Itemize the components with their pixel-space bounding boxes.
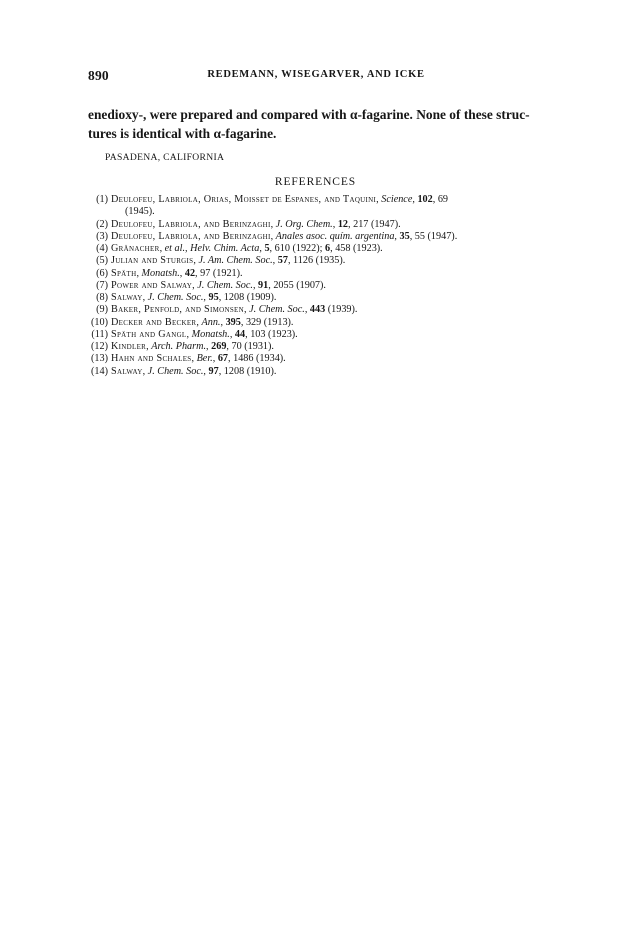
reference-separator: ,	[259, 243, 265, 254]
reference-number: (8)	[96, 292, 108, 303]
reference-volume: 35	[399, 230, 410, 242]
reference-number: (9)	[96, 304, 108, 316]
reference-number: (4)	[96, 243, 108, 254]
reference-separator: ,	[220, 316, 226, 328]
reference-volume: 12	[337, 218, 349, 230]
reference-separator: ,	[136, 267, 142, 279]
reference-journal: J. Org. Chem.	[275, 218, 333, 230]
reference-separator: ,	[159, 243, 165, 254]
reference-item	[88, 231, 548, 243]
reference-item	[88, 280, 548, 292]
reference-volume: 395	[225, 316, 241, 328]
body-line: tures is identical with α-fagarine.	[88, 126, 277, 141]
reference-item	[88, 366, 548, 378]
reference-item	[88, 341, 548, 353]
reference-authors: Decker and Becker	[111, 316, 197, 328]
reference-pages-year: , 97 (1921).	[195, 267, 243, 279]
reference-volume: 44	[234, 328, 246, 340]
reference-authors: Salway	[111, 292, 143, 303]
reference-text	[111, 304, 357, 315]
reference-authors: Späth and Gangl	[111, 328, 187, 340]
reference-separator: ,	[179, 267, 185, 279]
reference-separator: ,	[394, 230, 400, 242]
reference-number: (14)	[91, 365, 108, 377]
reference-separator: ,	[186, 328, 192, 340]
reference-text	[111, 268, 243, 279]
reference-text	[111, 231, 457, 242]
reference-separator: ,	[270, 230, 276, 242]
reference-journal: Ann.	[201, 316, 221, 328]
reference-continuation: (1945).	[125, 206, 155, 218]
reference-separator: ,	[142, 365, 148, 377]
reference-authors: Salway	[111, 365, 143, 377]
reference-pages-year: , 217 (1947).	[348, 218, 401, 230]
reference-number: (6)	[96, 267, 108, 279]
reference-pages-year: , 458 (1923).	[330, 243, 383, 254]
reference-pages-year: , 1486 (1934).	[228, 353, 286, 365]
reference-item	[88, 329, 548, 341]
reference-pages-year: , 55 (1947).	[409, 230, 458, 242]
reference-text	[111, 219, 401, 230]
reference-pages-year: (1939).	[325, 304, 358, 316]
reference-pages-year: , 329 (1913).	[240, 316, 294, 328]
reference-text	[111, 341, 274, 352]
author-location: PASADENA, CALIFORNIA	[105, 152, 225, 163]
reference-separator: ,	[412, 194, 418, 205]
reference-number: (13)	[91, 353, 108, 365]
references-heading: REFERENCES	[274, 176, 357, 188]
reference-volume: 102	[417, 194, 433, 205]
reference-pages-year: , 2055 (1907).	[268, 279, 326, 291]
reference-volume: 91	[258, 279, 269, 291]
reference-authors: Baker, Penfold, and Simonsen	[111, 304, 244, 316]
reference-authors: Deulofeu, Labriola, and Berinzaghi	[111, 218, 271, 230]
reference-separator: ,	[203, 292, 209, 303]
reference-text	[111, 280, 326, 291]
reference-pages-year: , 69	[432, 194, 449, 205]
reference-separator: ,	[193, 255, 199, 267]
reference-separator: ,	[332, 218, 338, 230]
reference-item	[88, 292, 548, 304]
reference-number: (7)	[96, 279, 108, 291]
reference-number: (1)	[96, 194, 108, 205]
reference-separator: ,	[272, 255, 278, 267]
body-line: enedioxy-, were prepared and compared with α-fagarine. None of these struc-	[88, 107, 530, 122]
reference-pages-year: , 1126 (1935).	[287, 255, 346, 267]
reference-number: (11)	[91, 328, 108, 340]
reference-journal: Monatsh.	[191, 328, 230, 340]
reference-text	[111, 292, 276, 303]
reference-separator: ,	[191, 353, 197, 365]
reference-text	[111, 243, 383, 254]
reference-journal: J. Am. Chem. Soc.	[198, 255, 273, 267]
reference-journal: J. Chem. Soc.	[197, 279, 253, 291]
reference-number: (3)	[96, 230, 108, 242]
reference-authors: Julian and Sturgis	[111, 255, 194, 267]
reference-journal: Science	[381, 194, 413, 205]
reference-text	[111, 353, 286, 364]
references-list	[88, 194, 548, 378]
body-paragraph	[88, 105, 543, 143]
reference-separator: ,	[252, 279, 259, 291]
reference-separator: ,	[243, 304, 250, 316]
reference-item	[88, 194, 548, 219]
reference-journal: Monatsh.	[141, 267, 180, 279]
reference-text	[111, 255, 345, 266]
reference-journal: J. Chem. Soc.	[147, 292, 204, 303]
reference-item	[88, 243, 548, 255]
reference-separator: ,	[142, 292, 148, 303]
reference-separator: ,	[376, 194, 382, 205]
reference-separator: ,	[304, 304, 310, 316]
reference-authors: Deulofeu, Labriola, Orias, Moisset de Espanes, and Taquini	[111, 194, 377, 205]
reference-separator: ,	[229, 328, 235, 340]
reference-authors: Kindler	[111, 341, 147, 352]
reference-separator: ,	[196, 316, 202, 328]
reference-item	[88, 219, 548, 231]
reference-authors: Power and Salway	[111, 279, 193, 291]
reference-volume: 97	[208, 365, 219, 377]
reference-journal: Arch. Pharm.	[151, 341, 207, 352]
reference-item	[88, 353, 548, 365]
reference-volume: 5	[264, 243, 270, 254]
running-head: REDEMANN, WISEGARVER, AND ICKE	[207, 69, 425, 80]
reference-pages-year: , 1208 (1910).	[218, 365, 277, 377]
reference-journal: Anales asoc. quím. argentina	[275, 230, 395, 242]
reference-number: (10)	[91, 316, 108, 328]
reference-separator: ,	[203, 365, 209, 377]
reference-number: (2)	[96, 218, 108, 230]
reference-separator: ,	[270, 218, 276, 230]
reference-text	[111, 366, 276, 377]
reference-volume: 269	[211, 341, 227, 352]
reference-pages-year: , 1208 (1909).	[218, 292, 277, 303]
reference-authors: Späth	[111, 267, 137, 279]
page-number: 890	[88, 68, 109, 83]
reference-volume: 6	[325, 243, 331, 254]
reference-text	[111, 329, 298, 340]
reference-separator: ,	[146, 341, 152, 352]
reference-pages-year: , 103 (1923).	[245, 328, 298, 340]
reference-journal: J. Chem. Soc.	[249, 304, 305, 316]
reference-journal: Ber.	[196, 353, 213, 365]
reference-journal: J. Chem. Soc.	[147, 365, 204, 377]
reference-item	[88, 317, 548, 329]
reference-number: (12)	[91, 341, 108, 352]
reference-volume: 42	[184, 267, 196, 279]
reference-authors: Gränacher	[111, 243, 160, 254]
reference-authors: Hahn and Schales	[111, 353, 192, 365]
reference-volume: 67	[217, 353, 228, 365]
reference-item	[88, 255, 548, 267]
reference-pages-year: , 70 (1931).	[226, 341, 274, 352]
reference-separator: ,	[192, 279, 198, 291]
reference-item	[88, 304, 548, 316]
reference-volume: 95	[208, 292, 219, 303]
reference-authors: Deulofeu, Labriola, and Berinzaghi	[111, 230, 271, 242]
reference-number: (5)	[96, 255, 108, 267]
reference-separator: ,	[206, 341, 212, 352]
reference-text	[111, 194, 448, 205]
reference-volume: 57	[277, 255, 288, 267]
reference-pages-year: , 610 (1922);	[269, 243, 325, 254]
reference-journal: et al., Helv. Chim. Acta	[164, 243, 260, 254]
page-header	[88, 68, 544, 84]
reference-item	[88, 268, 548, 280]
reference-volume: 443	[309, 304, 326, 316]
reference-separator: ,	[212, 353, 218, 365]
reference-text	[111, 317, 293, 328]
